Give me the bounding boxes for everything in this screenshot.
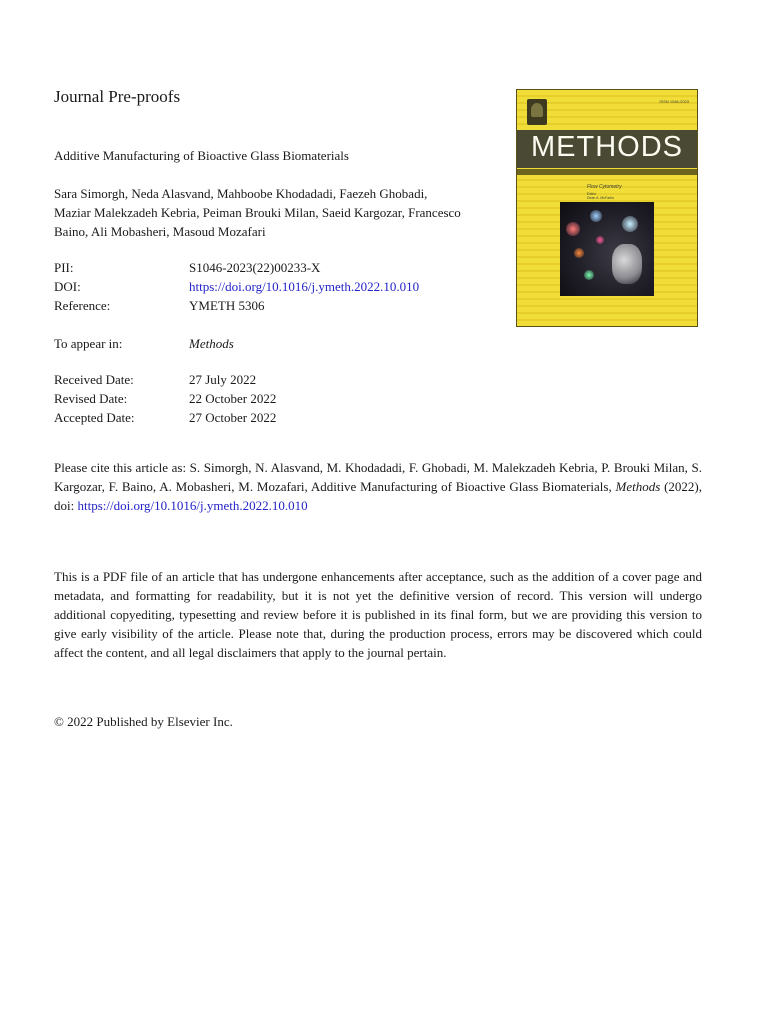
author-line: Baino, Ali Mobasheri, Masoud Mozafari bbox=[54, 224, 266, 239]
cover-issue-title: Flow Cytometry bbox=[587, 184, 622, 190]
pii-value: S1046-2023(22)00233-X bbox=[189, 260, 321, 275]
journal-cover-image bbox=[516, 89, 698, 327]
received-label: Received Date: bbox=[54, 372, 134, 387]
cover-editor bbox=[587, 192, 614, 200]
citation-year-doi: (2022), doi: bbox=[54, 479, 702, 513]
accepted-value: 27 October 2022 bbox=[189, 410, 277, 425]
citation-text: Please cite this article as: S. Simorgh, N. Alasvand, M. Khodadadi, F. Ghobadi, M. Malekzadeh Kebria, P. Brouki Milan, S. Kargozar, F. Baino, A. Mobasheri, M. Mozafari, Additive Manufacturing of Bioactive Glass Biomaterials, bbox=[54, 460, 702, 494]
reference-label: Reference: bbox=[54, 298, 111, 313]
revised-value: 22 October 2022 bbox=[189, 391, 277, 406]
citation-paragraph bbox=[54, 458, 702, 515]
appear-label: To appear in: bbox=[54, 336, 123, 351]
appear-value: Methods bbox=[189, 336, 234, 351]
article-title: Additive Manufacturing of Bioactive Glass Biomaterials bbox=[54, 148, 349, 163]
cover-photograph bbox=[560, 202, 654, 296]
cover-editor-label: Editor bbox=[587, 192, 597, 196]
elsevier-logo-icon bbox=[527, 99, 547, 125]
doi-link[interactable]: https://doi.org/10.1016/j.ymeth.2022.10.010 bbox=[189, 279, 420, 294]
pii-label: PII: bbox=[54, 260, 74, 275]
cover-editor-name: Dean A. McFarlin bbox=[587, 196, 614, 200]
author-list bbox=[54, 184, 504, 241]
citation-doi-link[interactable]: https://doi.org/10.1016/j.ymeth.2022.10.010 bbox=[77, 498, 308, 513]
received-value: 27 July 2022 bbox=[189, 372, 257, 387]
cover-strapline-band bbox=[517, 169, 697, 175]
copyright-notice: © 2022 Published by Elsevier Inc. bbox=[54, 714, 233, 729]
accepted-label: Accepted Date: bbox=[54, 410, 135, 425]
reference-value: YMETH 5306 bbox=[189, 298, 265, 313]
author-line: Maziar Malekzadeh Kebria, Peiman Brouki Milan, Saeid Kargozar, Francesco bbox=[54, 205, 461, 220]
journal-header: Journal Pre-proofs bbox=[54, 87, 181, 106]
cover-journal-name: METHODS bbox=[531, 131, 683, 163]
author-line: Sara Simorgh, Neda Alasvand, Mahboobe Khodadadi, Faezeh Ghobadi, bbox=[54, 186, 428, 201]
doi-label: DOI: bbox=[54, 279, 81, 294]
citation-journal: Methods bbox=[615, 479, 661, 494]
cover-issn: ISSN 1046-2023 bbox=[659, 99, 689, 104]
revised-label: Revised Date: bbox=[54, 391, 128, 406]
disclaimer-paragraph: This is a PDF file of an article that has undergone enhancements after acceptance, such as the addition of a cover page and metadata, and formatting for readability, but it is not yet the definitive version of record. This version will undergo additional copyediting, typesetting and review before it is published in its final form, but we are providing this version to give early visibility of the article. Please note that, during the production process, errors may be discovered which could affect the content, and all legal disclaimers that apply to the journal pertain. bbox=[54, 569, 702, 660]
